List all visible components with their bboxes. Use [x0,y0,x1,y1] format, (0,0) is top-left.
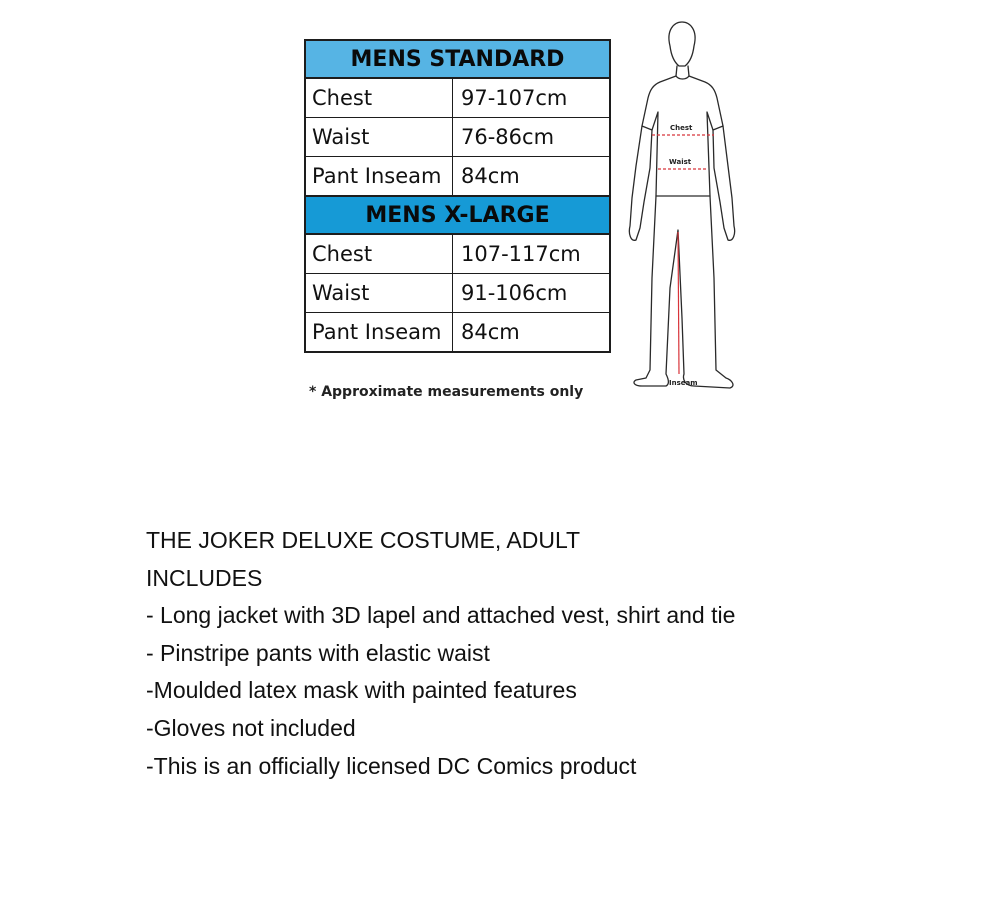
table-row [306,313,609,351]
row-value: 97-107cm [461,86,568,110]
row-label: Pant Inseam [306,157,453,195]
section-title: MENS X-LARGE [365,202,550,228]
waist-label: Waist [669,158,692,166]
figure-right-arm [713,126,735,240]
row-label: Waist [306,118,453,156]
row-value: 84cm [461,320,520,344]
table-row [306,235,609,274]
row-label: Chest [306,235,453,273]
feature-item: -Moulded latex mask with painted features [146,677,577,704]
table-row [306,274,609,313]
figure-pants [634,196,733,388]
size-chart-table [304,39,611,353]
section-header-mens-standard [306,41,609,79]
section-header-mens-x-large [306,197,609,235]
feature-item: -Gloves not included [146,714,356,741]
row-value: 76-86cm [461,125,555,149]
row-label: Pant Inseam [306,313,453,351]
includes-heading: INCLUDES [146,564,263,591]
row-label: Chest [306,79,453,117]
row-value: 107-117cm [461,242,581,266]
table-row [306,157,609,197]
feature-item: - Long jacket with 3D lapel and attached vest, shirt and tie [146,602,736,629]
body-measurement-figure [622,18,740,394]
feature-item: - Pinstripe pants with elastic waist [146,639,490,666]
feature-item: -This is an officially licensed DC Comics product [146,752,637,779]
chest-label: Chest [670,124,693,132]
figure-left-arm [629,126,652,240]
section-title: MENS STANDARD [350,46,565,72]
row-label: Waist [306,274,453,312]
figure-head [669,22,695,66]
row-value: 84cm [461,164,520,188]
product-description [146,522,735,785]
table-row [306,79,609,118]
row-value: 91-106cm [461,281,568,305]
measurement-footnote: * Approximate measurements only [309,384,584,400]
product-title: THE JOKER DELUXE COSTUME, ADULT [146,527,581,553]
inseam-label: Inseam [669,379,698,387]
figure-torso [642,76,723,196]
table-row [306,118,609,157]
